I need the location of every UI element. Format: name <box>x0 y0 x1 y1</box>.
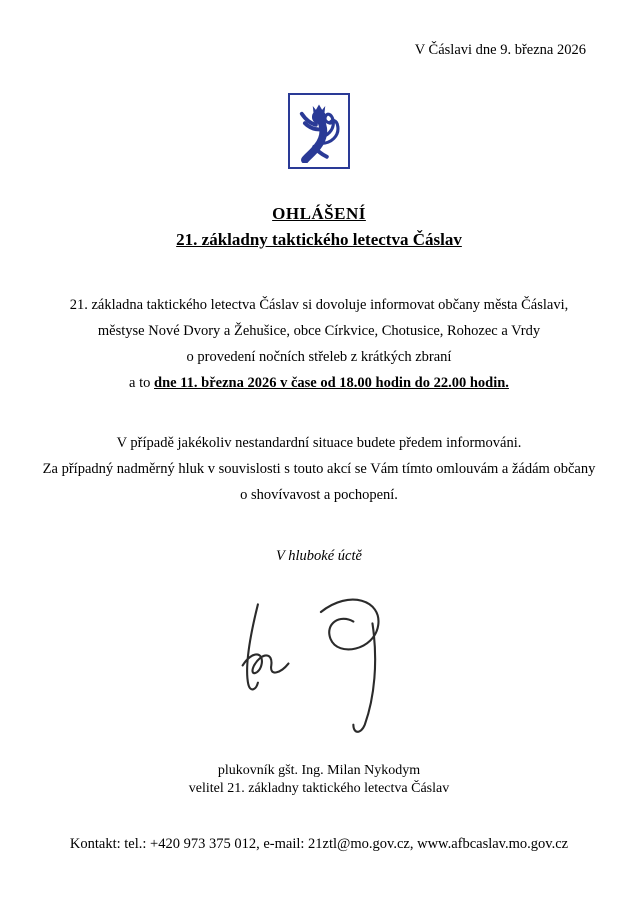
body-line-4-prefix: a to <box>129 375 155 391</box>
emblem-container <box>0 93 638 169</box>
body-line-2: městyse Nové Dvory a Žehušice, obce Církvice, Chotusice, Rohozec a Vrdy <box>97 323 541 339</box>
body-line-4-emphasis: dne 11. března 2026 v čase od 18.00 hodin do 22.00 hodin. <box>154 375 509 391</box>
body-line-3: o provedení nočních střeleb z krátkých zbraní <box>186 349 452 365</box>
announcement-paragraph <box>40 292 598 396</box>
czech-lion-emblem <box>288 93 350 169</box>
notice-line-1: V případě jakékoliv nestandardní situace budete předem informováni. <box>116 435 522 451</box>
document-subtitle: 21. základny taktického letectva Čáslav <box>176 230 462 249</box>
document-title-block <box>0 204 638 250</box>
date-place-line: V Čáslavi dne 9. března 2026 <box>414 42 586 58</box>
salutation: V hluboké úctě <box>276 548 362 564</box>
signature-container <box>0 582 638 747</box>
signer-name: plukovník gšt. Ing. Milan Nykodym <box>217 763 421 778</box>
body-line-1: 21. základna taktického letectva Čáslav si dovoluje informovat občany města Čáslavi, <box>69 297 569 313</box>
notice-paragraph <box>40 430 598 508</box>
signer-block <box>0 762 638 798</box>
notice-line-3: o shovívavost a pochopení. <box>240 487 398 503</box>
signer-title: velitel 21. základny taktického letectva Čáslav <box>188 781 450 796</box>
czech-lion-icon <box>294 99 344 163</box>
signature-image <box>214 582 424 747</box>
contact-line: Kontakt: tel.: +420 973 375 012, e-mail: 21ztl@mo.gov.cz, www.afbcaslav.mo.gov.cz <box>69 836 569 852</box>
document-title: OHLÁŠENÍ <box>272 204 366 223</box>
notice-line-2: Za případný nadměrný hluk v souvislosti s touto akcí se Vám tímto omlouvám a žádám občany <box>42 461 596 477</box>
